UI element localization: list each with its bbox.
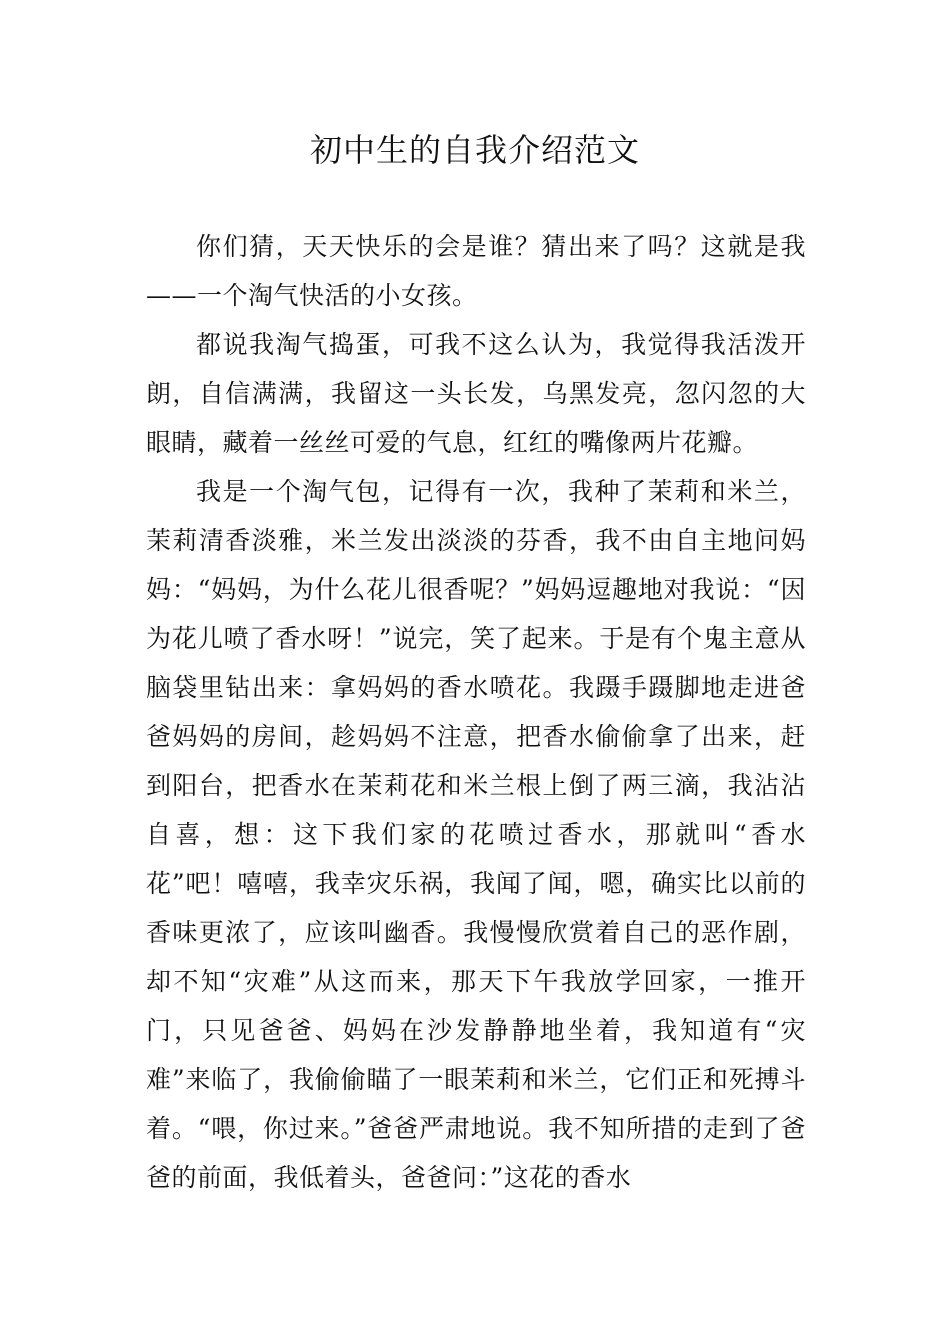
document-body (146, 222, 806, 1202)
paragraph-intro: 你们猜，天天快乐的会是谁？猜出来了吗？这就是我——一个淘气快活的小女孩。 (146, 232, 806, 310)
paragraph-story: 我是一个淘气包，记得有一次，我种了茉莉和米兰，茉莉清香淡雅，米兰发出淡淡的芬香，我不由自主地问妈妈：“妈妈，为什么花儿很香呢？”妈妈逗趣地对我说：“因为花儿喷了香水呀！”说完，笑了起来。于是有个鬼主意从脑袋里钻出来：拿妈妈的香水喷花。我蹑手蹑脚地走进爸爸妈妈的房间，趁妈妈不注意，把香水偷偷拿了出来，赶到阳台，把香水在茉莉花和米兰根上倒了两三滴，我沾沾自喜，想：这下我们家的花喷过香水，那就叫“香水花”吧！嘻嘻，我幸灾乐祸，我闻了闻，嗯，确实比以前的香味更浓了，应该叫幽香。我慢慢欣赏着自己的恶作剧，却不知“灾难”从这而来，那天下午我放学回家，一推开门，只见爸爸、妈妈在沙发静静地坐着，我知道有“灾难”来临了，我偷偷瞄了一眼茉莉和米兰，它们正和死搏斗着。“喂，你过来。”爸爸严肃地说。我不知所措的走到了爸爸的前面，我低着头，爸爸问：”这花的香水 (146, 477, 806, 1192)
paragraph-appearance: 都说我淘气捣蛋，可我不这么认为，我觉得我活泼开朗，自信满满，我留这一头长发，乌黑发亮，忽闪忽的大眼睛，藏着一丝丝可爱的气息，红红的嘴像两片花瓣。 (146, 330, 806, 457)
document-title: 初中生的自我介绍范文 (309, 131, 640, 169)
